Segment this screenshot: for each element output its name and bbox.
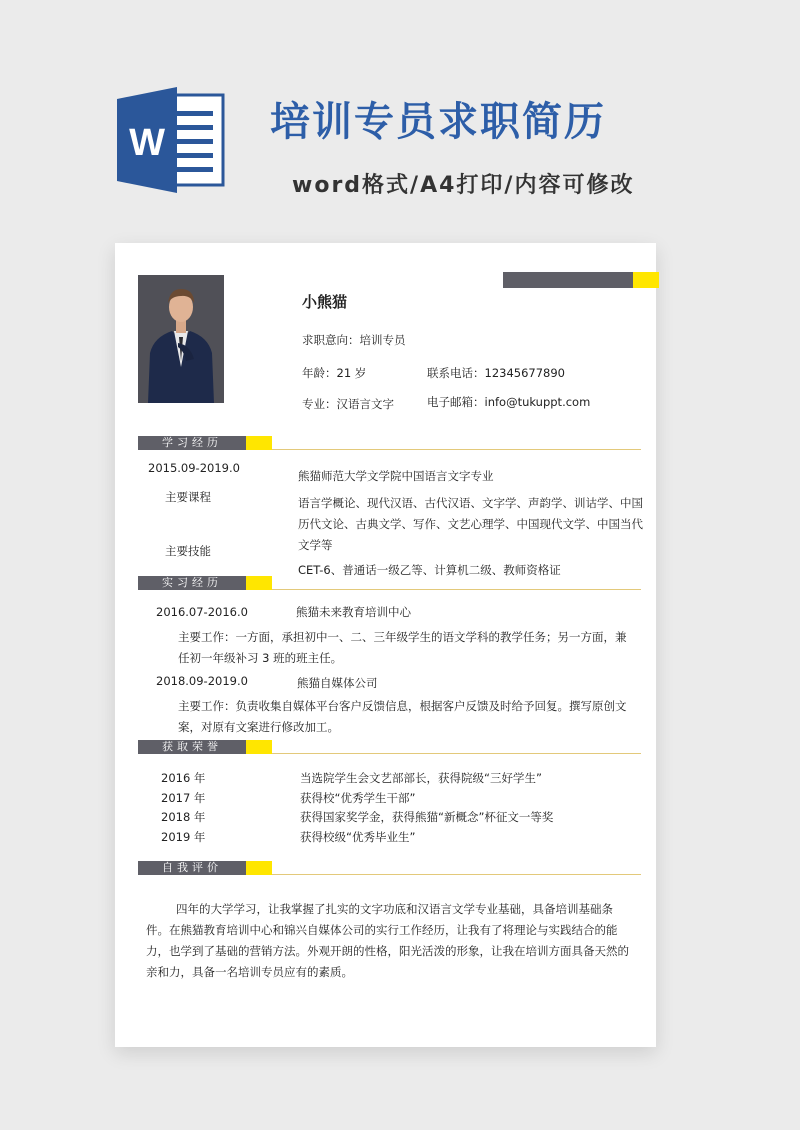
resume-sheet [115, 243, 656, 1047]
honor-text: 当选院学生会文艺部部长，获得院级“三好学生” [300, 771, 542, 785]
banner-title: 培训专员求职简历 [270, 99, 606, 145]
internship-desc: 主要工作：一方面，承担初中一、二、三年级学生的语文学科的教学任务；另一方面，兼任初一年级补习 3 班的班主任。 [178, 630, 627, 665]
courses-text: 语言学概论、现代汉语、古代汉语、文字学、声韵学、训诂学、中国历代文论、古典文学、写作、文艺心理学、中国现代文学、中国当代文学等 [298, 496, 643, 552]
honor-year: 2017 年 [161, 791, 206, 805]
honor-year: 2018 年 [161, 810, 206, 824]
self-eval-text: 四年的大学学习，让我掌握了扎实的文字功底和汉语言文学专业基础，具备培训基础条件。在熊猫教育培训中心和锦兴自媒体公司的实行工作经历，让我有了将理论与实践结合的能力，也学到了基础的营销方法。外观开朗的性格，阳光活泼的形象，让我在培训方面具备天然的亲和力，具备一名培训专员应有的素质。 [146, 902, 629, 979]
honor-text: 获得校“优秀学生干部” [300, 791, 416, 805]
courses-label: 主要课程 [165, 490, 211, 504]
word-logo-icon [115, 85, 235, 195]
honor-year: 2016 年 [161, 771, 206, 785]
svg-text:W: W [129, 122, 165, 164]
email: 电子邮箱：info@tukuppt.com [427, 395, 591, 409]
candidate-name: 小熊猫 [302, 293, 348, 311]
banner-subtitle: word格式/A4打印/内容可修改 [292, 173, 635, 198]
internship-desc: 主要工作：负责收集自媒体平台客户反馈信息，根据客户反馈及时给予回复。撰写原创文案，对原有文案进行修改加工。 [178, 699, 627, 734]
honor-text: 获得国家奖学金，获得熊猫“新概念”杯征文一等奖 [300, 810, 554, 824]
section-internship-header: 实习经历 [138, 576, 657, 590]
avatar [138, 275, 224, 403]
education-school: 熊猫师范大学文学院中国语言文字专业 [298, 469, 494, 483]
section-education-header: 学习经历 [138, 436, 657, 450]
section-self-eval-header: 自我评价 [138, 861, 657, 875]
section-honors-header: 获取荣誉 [138, 740, 657, 754]
internship-period: 2016.07-2016.0 [156, 605, 248, 619]
major: 专业：汉语言文字 [302, 397, 394, 411]
honor-text: 获得校级“优秀毕业生” [300, 830, 416, 844]
education-period: 2015.09-2019.0 [148, 461, 240, 475]
job-objective: 求职意向：培训专员 [302, 333, 406, 347]
age: 年龄：21 岁 [302, 366, 367, 380]
skills-text: CET-6、普通话一级乙等、计算机二级、教师资格证 [298, 563, 561, 577]
phone: 联系电话：12345677890 [427, 366, 565, 380]
internship-org: 熊猫未来教育培训中心 [296, 605, 411, 619]
honor-year: 2019 年 [161, 830, 206, 844]
internship-period: 2018.09-2019.0 [156, 674, 248, 688]
internship-org: 熊猫自媒体公司 [297, 676, 378, 690]
skills-label: 主要技能 [165, 544, 211, 558]
